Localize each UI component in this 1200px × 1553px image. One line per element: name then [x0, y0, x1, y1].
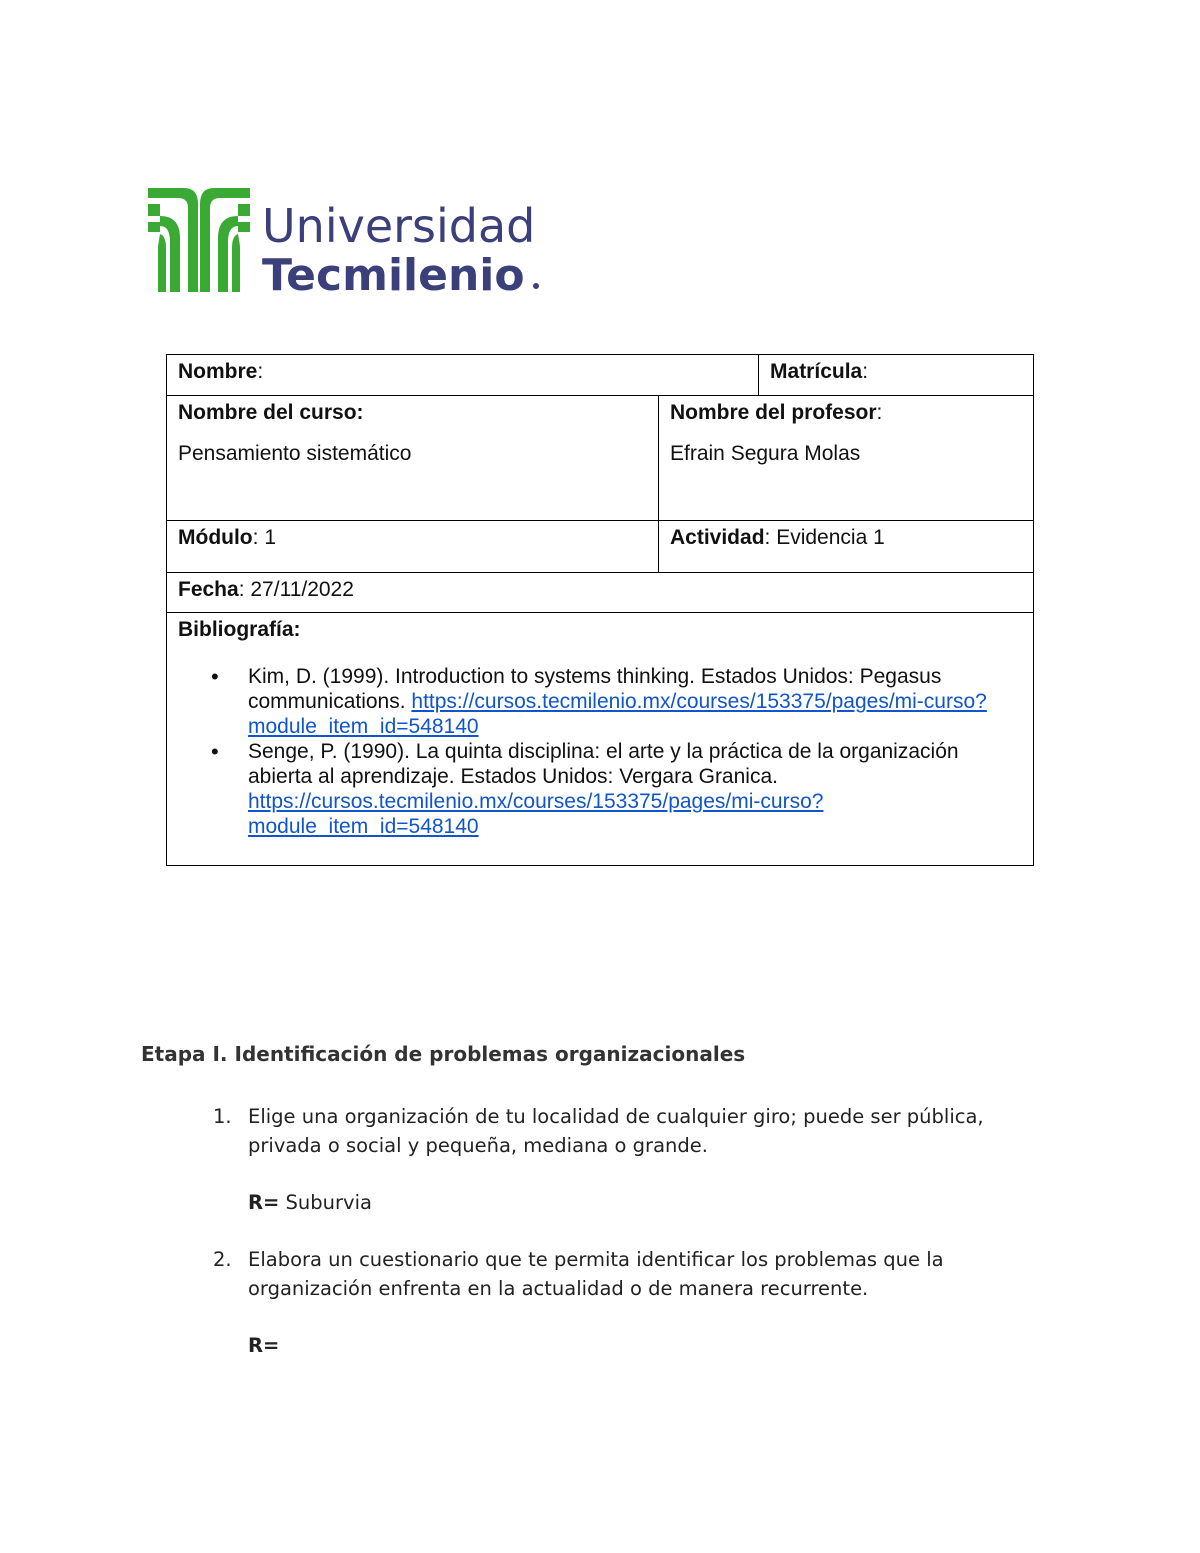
answer	[248, 1331, 1061, 1360]
step-number: 1.	[213, 1105, 232, 1128]
actividad-value: Evidencia 1	[776, 526, 885, 549]
modulo-label: Módulo	[178, 526, 253, 549]
step-text: Elige una organización de tu localidad de cualquier giro; puede ser pública, privada o social y pequeña, mediana o grande.	[248, 1105, 984, 1157]
matricula-cell: Matrícula:	[759, 355, 1034, 396]
logo-emblem-icon	[148, 188, 250, 292]
nombre-label: Nombre	[178, 360, 258, 383]
answer-label: R=	[248, 1191, 280, 1214]
actividad-label: Actividad	[670, 526, 765, 549]
actividad-cell: Actividad: Evidencia 1	[659, 521, 1034, 573]
reference-link[interactable]: https://cursos.tecmilenio.mx/courses/153375/pages/mi-curso?module_item_id=548140	[248, 790, 824, 839]
logo-line1: Universidad	[262, 199, 536, 253]
curso-cell	[167, 396, 659, 521]
matricula-label: Matrícula	[770, 360, 863, 383]
profesor-label: Nombre del profesor	[670, 401, 877, 424]
university-logo	[146, 186, 546, 296]
modulo-cell: Módulo: 1	[167, 521, 659, 573]
reference-text: Kim, D. (1999). Introduction to systems thinking. Estados Unidos: Pegasus communications.	[248, 665, 942, 714]
bibliography-item	[178, 664, 1023, 739]
stage-title: Etapa I. Identificación de problemas organizacionales	[141, 1042, 746, 1066]
profesor-cell: Nombre del profesor: Efrain Segura Molas	[659, 396, 1034, 521]
answer	[248, 1188, 1061, 1217]
student-info-table	[166, 354, 1034, 866]
bibliografia-cell	[167, 613, 1034, 866]
bibliografia-label: Bibliografía:	[178, 618, 301, 641]
curso-value: Pensamiento sistemático	[178, 442, 412, 466]
stage-section	[141, 1042, 1061, 1388]
fecha-label: Fecha	[178, 578, 239, 601]
logo-line2: Tecmilenio	[262, 250, 525, 296]
step-item	[141, 1102, 1061, 1217]
curso-label: Nombre del curso:	[178, 401, 364, 424]
fecha-cell: Fecha: 27/11/2022	[167, 573, 1034, 613]
answer-value: Suburvia	[279, 1191, 372, 1214]
modulo-value: 1	[264, 526, 276, 549]
answer-label: R=	[248, 1334, 280, 1357]
bibliography-item	[178, 739, 1023, 839]
bibliography-list	[178, 664, 1023, 859]
reference-text: Senge, P. (1990). La quinta disciplina: el arte y la práctica de la organización abierta al aprendizaje. Estados Unidos: Vergara Granica.	[248, 740, 959, 789]
steps-list	[141, 1102, 1061, 1360]
fecha-value: 27/11/2022	[250, 578, 354, 601]
reference-link[interactable]: https://cursos.tecmilenio.mx/courses/153375/pages/mi-curso?module_item_id=548140	[248, 690, 987, 739]
step-item	[141, 1245, 1061, 1360]
nombre-cell: Nombre:	[167, 355, 759, 396]
step-number: 2.	[213, 1248, 232, 1271]
profesor-value: Efrain Segura Molas	[670, 442, 861, 466]
step-text: Elabora un cuestionario que te permita identificar los problemas que la organización enfrenta en la actualidad o de manera recurrente.	[248, 1248, 944, 1300]
